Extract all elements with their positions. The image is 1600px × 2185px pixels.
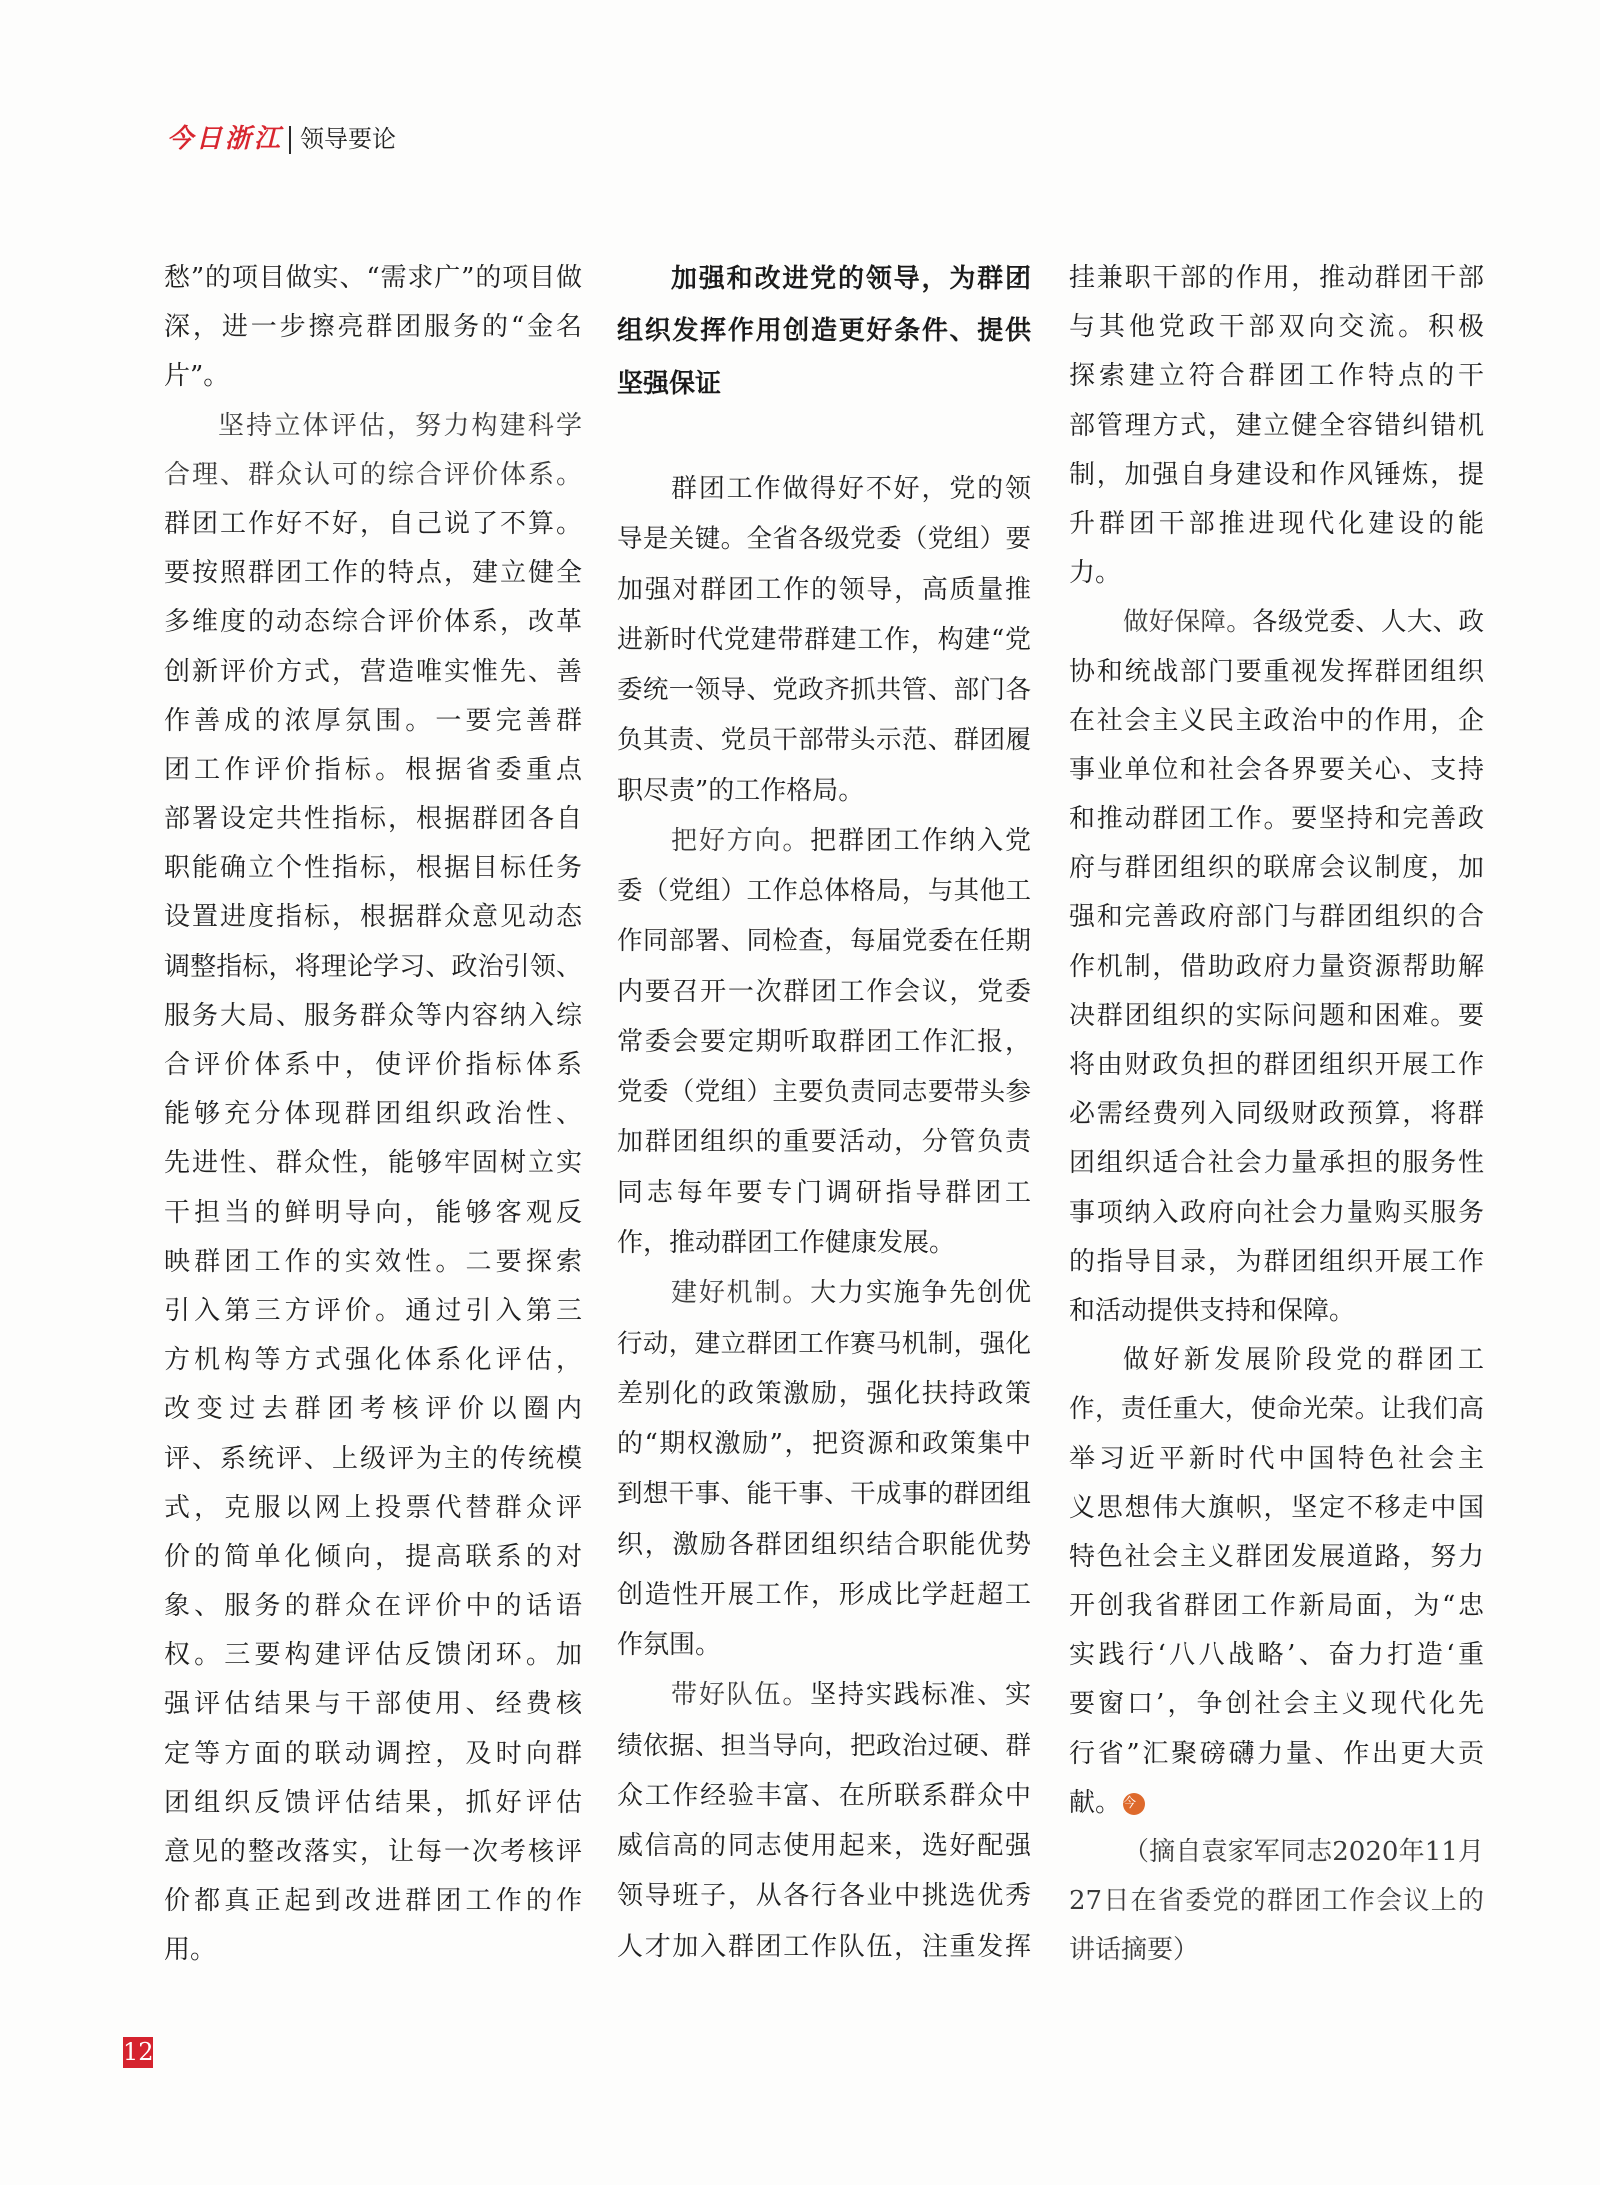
text-line [617, 816, 1031, 866]
text-line: 干担当的鲜明导向，能够客观反 [164, 1197, 582, 1228]
text-line: 义思想伟大旗帜，坚定不移走中国 [1069, 1492, 1484, 1523]
section-heading-line: 坚强保证 [617, 368, 722, 399]
text-line: 事业单位和社会各界要关心、支持 [1069, 754, 1484, 785]
text-line: 服务大局、服务群众等内容纳入综 [164, 1000, 582, 1031]
text-line [1069, 598, 1484, 647]
header-divider [289, 126, 291, 154]
text-line: 多维度的动态综合评价体系，改革 [164, 607, 582, 638]
text-line: 实践行‘八八战略’、奋力打造‘重 [1069, 1640, 1484, 1671]
text-line-content: 把群团工作纳入党 [810, 825, 1031, 856]
text-line [617, 1268, 1031, 1318]
text-line: 府与群团组织的联席会议制度，加 [1069, 853, 1484, 884]
text-line: 必需经费列入同级财政预算，将群 [1069, 1099, 1484, 1130]
citation-line: 27日在省委党的群团工作会议上的 [1069, 1886, 1484, 1917]
text-line: 强和完善政府部门与群团组织的合 [1069, 902, 1484, 933]
text-line: 先进性、群众性，能够牢固树立实 [164, 1148, 582, 1179]
text-line: 常委会要定期听取群团工作汇报， [617, 1026, 1031, 1057]
magazine-logo: 今日浙江 [167, 124, 284, 154]
text-line: 众工作经验丰富、在所联系群众中 [617, 1780, 1031, 1811]
text-line: 团组织适合社会力量承担的服务性 [1069, 1148, 1484, 1179]
column-2 [617, 464, 1031, 1972]
text-line: 和推动群团工作。要坚持和完善政 [1069, 804, 1484, 835]
text-line: 织，激励各群团组织结合职能优势 [617, 1529, 1031, 1560]
text-line: 力。 [1069, 558, 1122, 589]
text-line: 作氛围。 [617, 1630, 722, 1661]
text-line: 愁”的项目做实、“需求广”的项目做 [164, 263, 582, 293]
text-line: 团组织反馈评估结果，抓好评估 [164, 1787, 582, 1818]
text-line: 举习近平新时代中国特色社会主 [1069, 1443, 1484, 1474]
text-line: 价都真正起到改进群团工作的作 [164, 1886, 582, 1917]
text-line: 领导班子，从各行各业中挑选优秀 [617, 1881, 1031, 1912]
text-line-content: 坚持实践标准、实 [810, 1680, 1031, 1711]
text-line: 强评估结果与干部使用、经费核 [164, 1689, 582, 1720]
text-line: 作，推动群团工作健康发展。 [617, 1227, 956, 1258]
text-line: 加群团组织的重要活动，分管负责 [617, 1127, 1031, 1158]
text-line: 定等方面的联动调控，及时向群 [164, 1738, 582, 1769]
section-title: 领导要论 [300, 125, 396, 153]
text-line: 象、服务的群众在评价中的话语 [164, 1591, 582, 1622]
text-line: 职尽责”的工作格局。 [617, 775, 865, 806]
text-line [1069, 1779, 1484, 1828]
text-line: 人才加入群团工作队伍，注重发挥 [617, 1931, 1031, 1962]
text-line: 引入第三方评价。通过引入第三 [164, 1295, 582, 1326]
text-line: 进新时代党建带群建工作，构建“党 [617, 624, 1031, 655]
text-line: 部署设定共性指标，根据群团各自 [164, 804, 582, 835]
text-line: 开创我省群团工作新局面，为“忠 [1069, 1591, 1484, 1622]
section-heading-line: 加强和改进党的领导，为群团 [671, 264, 1031, 294]
text-line: 部管理方式，建立健全容错纠错机 [1069, 410, 1484, 441]
text-line: 坚持立体评估，努力构建科学 [218, 410, 582, 441]
column-3 [1069, 254, 1484, 1976]
text-line: 作善成的浓厚氛围。一要完善群 [164, 705, 582, 736]
text-line: 做好新发展阶段党的群团工 [1123, 1345, 1484, 1376]
section-heading [617, 253, 1031, 410]
text-line: 升群团干部推进现代化建设的能 [1069, 508, 1484, 539]
text-line: 职能确立个性指标，根据目标任务 [164, 853, 582, 884]
text-line: 能够充分体现群团组织政治性、 [164, 1099, 582, 1130]
text-line: 与其他党政干部双向交流。积极 [1069, 312, 1484, 343]
text-line: 式，克服以网上投票代替群众评 [164, 1492, 582, 1523]
text-line: 创新评价方式，营造唯实惟先、善 [164, 656, 582, 687]
paragraph-lead: 做好保障。 [1123, 607, 1253, 638]
text-line: 用。 [164, 1935, 217, 1966]
text-line: 差别化的政策激励，强化扶持政策 [617, 1378, 1031, 1409]
text-line: 群团工作好不好，自己说了不算。 [164, 508, 582, 539]
page-number: 12 [123, 2038, 154, 2066]
text-line: 价的简单化倾向，提高联系的对 [164, 1541, 582, 1572]
text-line: 事项纳入政府向社会力量购买服务 [1069, 1197, 1484, 1228]
text-line: 意见的整改落实，让每一次考核评 [164, 1837, 582, 1867]
text-line: 作机制，借助政府力量资源帮助解 [1069, 951, 1484, 982]
text-line-content: 各级党委、人大、政 [1252, 607, 1484, 638]
text-line: 片”。 [164, 361, 230, 392]
text-line: 设置进度指标，根据群众意见动态 [164, 902, 582, 933]
text-line: 加强对群团工作的领导，高质量推 [617, 574, 1031, 605]
text-line: 创造性开展工作，形成比学赶超工 [617, 1579, 1031, 1610]
text-line: 和活动提供支持和保障。 [1069, 1295, 1356, 1326]
text-line: 作，责任重大，使命光荣。让我们高 [1069, 1394, 1484, 1425]
text-line: 作同部署、同检查，每届党委在任期 [617, 926, 1031, 957]
text-line: 要按照群团工作的特点，建立健全 [164, 558, 582, 589]
text-line: 在社会主义民主政治中的作用，企 [1069, 705, 1484, 736]
text-line: 同志每年要专门调研指导群团工 [617, 1177, 1031, 1208]
paragraph-lead: 建好机制。 [671, 1278, 811, 1309]
text-line: 的“期权激励”，把资源和政策集中 [617, 1429, 1031, 1460]
paragraph-lead: 带好队伍。 [671, 1680, 811, 1711]
text-line: 深，进一步擦亮群团服务的“金名 [164, 312, 582, 343]
end-mark-icon: 今 [1123, 1793, 1145, 1815]
text-line: 群团工作做得好不好，党的领 [671, 474, 1031, 504]
text-line: 权。三要构建评估反馈闭环。加 [164, 1640, 582, 1671]
text-line: 团工作评价指标。根据省委重点 [164, 754, 582, 785]
text-line: 行省”汇聚磅礴力量、作出更大贡 [1069, 1738, 1484, 1769]
text-line: 合评价体系中，使评价指标体系 [164, 1050, 582, 1080]
paragraph-lead: 把好方向。 [671, 825, 811, 856]
text-line: 威信高的同志使用起来，选好配强 [617, 1831, 1031, 1862]
text-line: 调整指标，将理论学习、政治引领、 [164, 951, 582, 982]
text-line: 方机构等方式强化体系化评估， [164, 1345, 582, 1376]
text-line: 委（党组）工作总体格局，与其他工 [617, 876, 1031, 907]
text-line: 将由财政负担的群团组织开展工作 [1069, 1050, 1484, 1080]
text-line: 负其责、党员干部带头示范、群团履 [617, 725, 1031, 756]
text-line: 特色社会主义群团发展道路，努力 [1069, 1541, 1484, 1572]
column-1 [164, 254, 582, 1976]
text-line: 决群团组织的实际问题和困难。要 [1069, 1000, 1484, 1031]
text-line: 映群团工作的实效性。二要探索 [164, 1246, 582, 1277]
citation-line: 讲话摘要） [1069, 1935, 1200, 1966]
text-line: 内要召开一次群团工作会议，党委 [617, 976, 1031, 1007]
text-line: 评、系统评、上级评为主的传统模 [164, 1443, 582, 1474]
citation-line: （摘自袁家军同志2020年11月 [1123, 1837, 1484, 1867]
text-line: 要窗口’，争创社会主义现代化先 [1069, 1689, 1484, 1720]
text-line: 导是关键。全省各级党委（党组）要 [617, 524, 1031, 555]
text-line-content: 献。 [1069, 1787, 1122, 1818]
text-line: 探索建立符合群团工作特点的干 [1069, 361, 1484, 392]
text-line: 制，加强自身建设和作风锤炼，提 [1069, 459, 1484, 490]
text-line: 到想干事、能干事、干成事的群团组 [617, 1479, 1031, 1510]
text-line: 行动，建立群团工作赛马机制，强化 [617, 1328, 1031, 1359]
section-heading-line: 组织发挥作用创造更好条件、提供 [617, 316, 1031, 347]
text-line: 挂兼职干部的作用，推动群团干部 [1069, 263, 1484, 293]
text-line: 的指导目录，为群团组织开展工作 [1069, 1246, 1484, 1277]
text-line: 合理、群众认可的综合评价体系。 [164, 459, 582, 490]
text-line-content: 大力实施争先创优 [810, 1278, 1031, 1309]
text-line: 委统一领导、党政齐抓共管、部门各 [617, 675, 1031, 706]
text-line: 改变过去群团考核评价以圈内 [164, 1394, 582, 1425]
text-line [617, 1670, 1031, 1720]
text-line: 协和统战部门要重视发挥群团组织 [1069, 656, 1484, 687]
text-line: 绩依据、担当导向，把政治过硬、群 [617, 1730, 1031, 1761]
text-line: 党委（党组）主要负责同志要带头参 [617, 1077, 1031, 1108]
